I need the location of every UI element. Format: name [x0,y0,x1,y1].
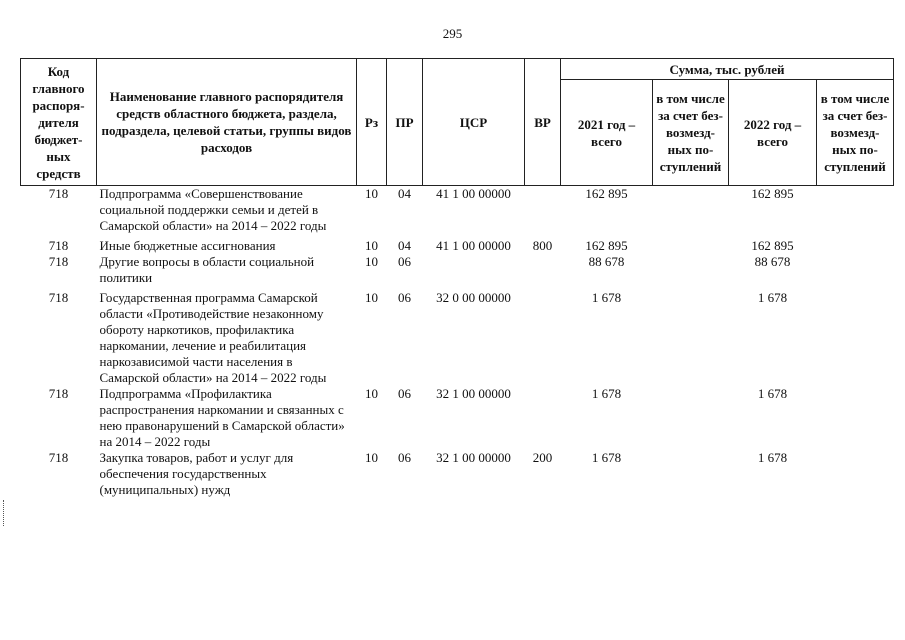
header-pr: ПР [387,59,423,186]
header-rz: Рз [357,59,387,186]
cell-vr: 800 [532,238,553,253]
cell-total-2021: 162 895 [585,238,628,253]
cell-csr: 41 1 00 00000 [436,186,511,201]
header-csr: ЦСР [423,59,525,186]
cell-name: Подпрограмма «Совершенствование социальной поддержки семьи и детей в Самарской области» на 2014 – 2022 годы [99,186,327,233]
cell-name: Подпрограмма «Профилактика распространения наркомании и связанных с нею правонарушений в Самарской области» на 2014 – 2022 годы [99,386,345,449]
table-row [21,186,894,239]
cell-incl-2022 [817,290,894,386]
header-incl-2022: в том числе за счет без-возмезд-ных по-ступлений [817,80,894,186]
cell-name: Закупка товаров, работ и услуг для обеспечения государственных (муниципальных) нужд [99,450,294,497]
cell-pr: 04 [398,186,411,201]
cell-pr: 06 [398,386,411,401]
cell-incl-2021 [653,386,729,450]
cell-code: 718 [48,386,69,401]
cell-vr [525,386,561,450]
table-row [21,450,894,498]
cell-rz: 10 [365,186,378,201]
cell-pr: 06 [398,450,411,465]
cell-incl-2021 [653,290,729,386]
cell-csr: 32 1 00 00000 [436,386,511,401]
cell-csr: 41 1 00 00000 [436,238,511,253]
cell-total-2022: 1 678 [757,386,788,401]
header-total-2021: 2021 год – всего [561,80,653,186]
cell-code: 718 [48,254,69,269]
cell-incl-2021 [653,450,729,498]
cell-rz: 10 [365,386,378,401]
cell-total-2021: 1 678 [591,290,622,305]
header-sum-title: Сумма, тыс. рублей [561,59,894,80]
cell-vr [525,290,561,386]
cell-incl-2021 [653,254,729,290]
header-name: Наименование главного распорядителя средств областного бюджета, раздела, подраздела, целевой статьи, группы видов расходов [97,59,357,186]
cell-incl-2021 [653,186,729,239]
cell-incl-2022 [817,238,894,254]
cell-vr: 200 [532,450,553,465]
table-header [21,59,894,186]
cell-code: 718 [48,450,69,465]
cell-vr [525,254,561,290]
header-vr: ВР [525,59,561,186]
cell-csr: 32 0 00 00000 [436,290,511,305]
cell-name: Другие вопросы в области социальной политики [99,254,315,285]
cell-rz: 10 [365,290,378,305]
cell-incl-2021 [653,238,729,254]
table-row [21,386,894,450]
header-code: Код главного распоря-дителя бюджет-ных средств [21,59,97,186]
table-body [21,186,894,499]
cell-incl-2022 [817,186,894,239]
cell-incl-2022 [817,450,894,498]
cell-total-2022: 1 678 [757,290,788,305]
cell-name: Иные бюджетные ассигнования [99,238,276,253]
cell-csr: 32 1 00 00000 [436,450,511,465]
cell-pr: 06 [398,254,411,269]
cell-code: 718 [48,186,69,201]
cell-rz: 10 [365,238,378,253]
cell-rz: 10 [365,450,378,465]
cell-rz: 10 [365,254,378,269]
cell-pr: 06 [398,290,411,305]
cell-total-2022: 88 678 [754,254,791,269]
header-incl-2021: в том числе за счет без-возмезд-ных по-ступлений [653,80,729,186]
table-row [21,254,894,290]
table-row [21,238,894,254]
cell-vr [525,186,561,239]
cell-total-2021: 1 678 [591,386,622,401]
page-number: 295 [442,26,463,41]
cell-name: Государственная программа Самарской области «Противодействие незаконному обороту наркотиков, профилактика наркомании, лечение и реабилитация наркозависимой части населения в Самарской области» на 2014 – 2022 годы [99,290,327,385]
header-total-2022: 2022 год – всего [729,80,817,186]
cell-total-2022: 162 895 [751,186,794,201]
cell-total-2022: 162 895 [751,238,794,253]
cell-total-2021: 1 678 [591,450,622,465]
table-row [21,290,894,386]
cell-code: 718 [48,238,69,253]
cell-pr: 04 [398,238,411,253]
cell-total-2022: 1 678 [757,450,788,465]
cell-total-2021: 88 678 [588,254,625,269]
cell-csr [423,254,525,290]
cell-total-2021: 162 895 [585,186,628,201]
margin-mark [3,500,7,526]
cell-incl-2022 [817,254,894,290]
cell-code: 718 [48,290,69,305]
cell-incl-2022 [817,386,894,450]
budget-table [20,58,894,498]
